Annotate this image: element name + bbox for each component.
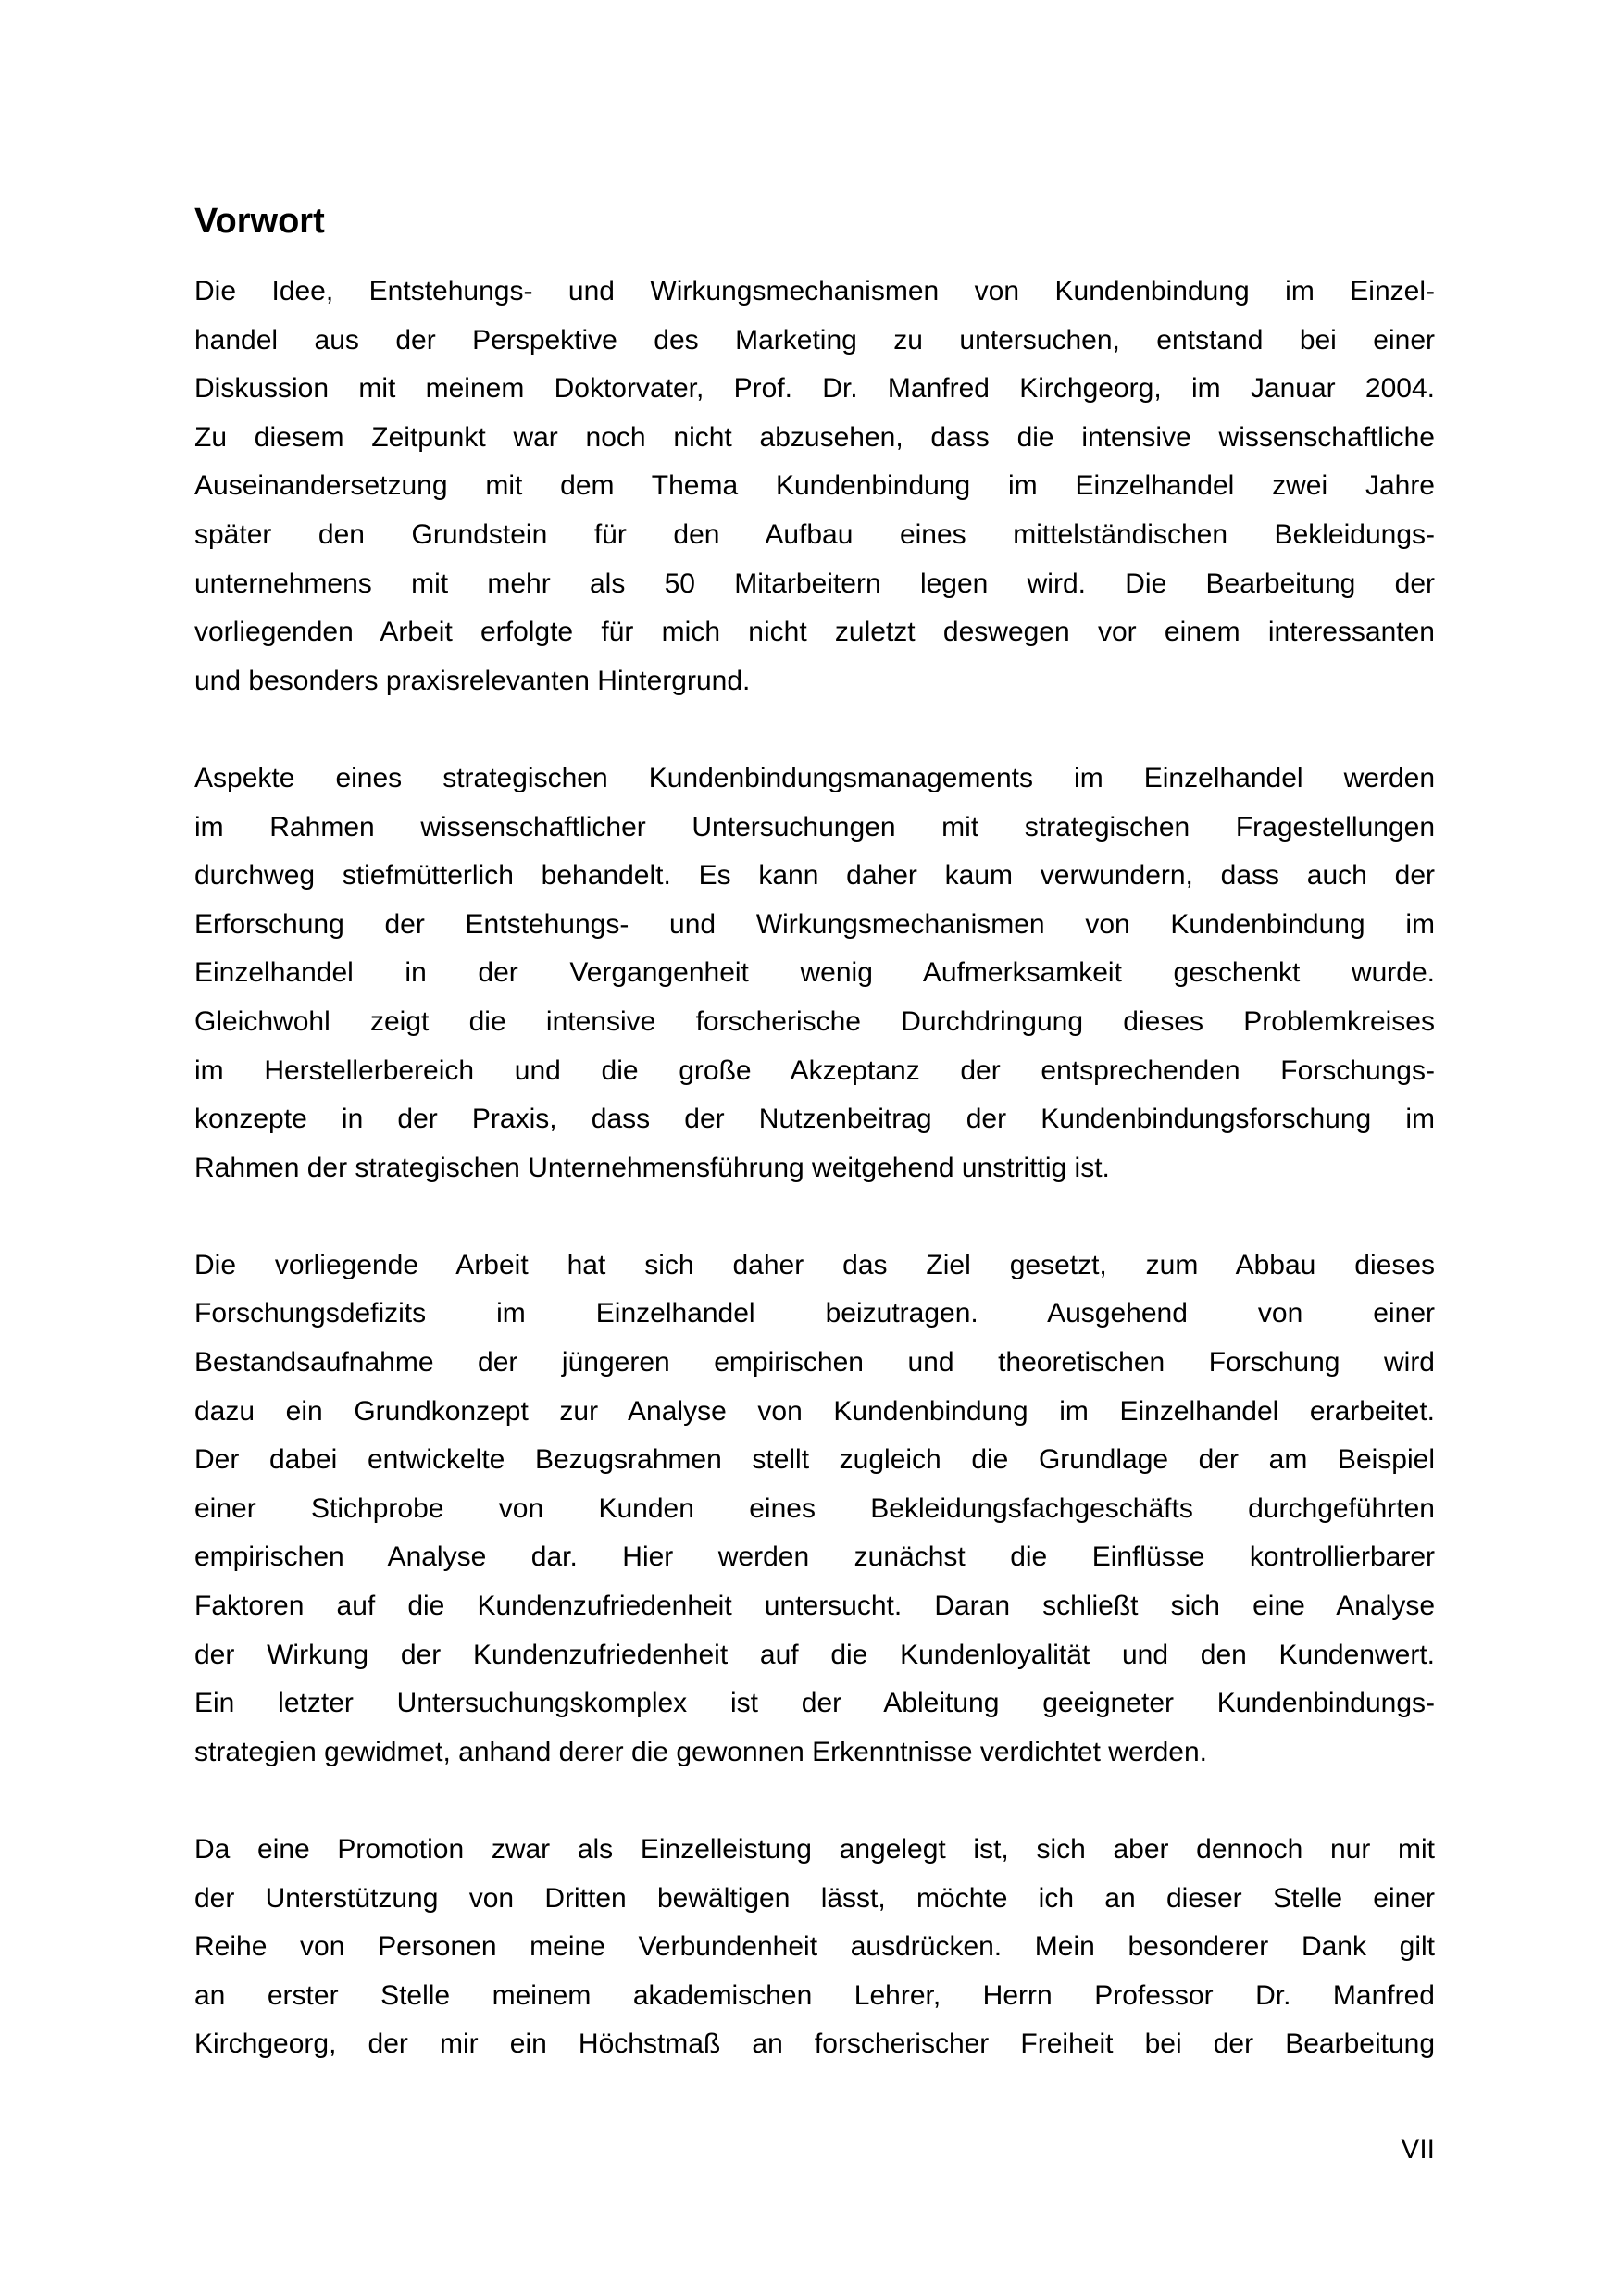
- text-line: strategien gewidmet, anhand derer die gewonnen Erkenntnisse verdichtet werden.: [194, 1736, 1208, 1767]
- text-line: handel aus der Perspektive des Marketing zu untersuchen, entstand bei einer: [194, 324, 1435, 356]
- text-line: im Herstellerbereich und die große Akzeptanz der entsprechenden Forschungs-: [194, 1054, 1435, 1086]
- paragraph: [194, 1826, 1435, 2069]
- paragraph: [194, 755, 1435, 1192]
- text-line: Einzelhandel in der Vergangenheit wenig Aufmerksamkeit geschenkt wurde.: [194, 957, 1435, 989]
- body-text: [194, 268, 1435, 2118]
- text-line: Der dabei entwickelte Bezugsrahmen stellt zugleich die Grundlage der am Beispiel: [194, 1444, 1435, 1476]
- text-line: einer Stichprobe von Kunden eines Bekleidungsfachgeschäfts durchgeführten: [194, 1492, 1435, 1524]
- text-line: durchweg stiefmütterlich behandelt. Es kann daher kaum verwundern, dass auch der: [194, 860, 1435, 892]
- text-line: Aspekte eines strategischen Kundenbindungsmanagements im Einzelhandel werden: [194, 762, 1435, 793]
- text-line: Die vorliegende Arbeit hat sich daher das Ziel gesetzt, zum Abbau dieses: [194, 1249, 1435, 1280]
- text-line: Rahmen der strategischen Unternehmensführung weitgehend unstrittig ist.: [194, 1152, 1110, 1183]
- text-line: Gleichwohl zeigt die intensive forscherische Durchdringung dieses Problemkreises: [194, 1005, 1435, 1037]
- text-line: Erforschung der Entstehungs- und Wirkungsmechanismen von Kundenbindung im: [194, 908, 1435, 940]
- text-line: im Rahmen wissenschaftlicher Untersuchungen mit strategischen Fragestellungen: [194, 811, 1435, 842]
- text-line: Die Idee, Entstehungs- und Wirkungsmechanismen von Kundenbindung im Einzel-: [194, 276, 1435, 306]
- text-line: Diskussion mit meinem Doktorvater, Prof. Dr. Manfred Kirchgeorg, im Januar 2004.: [194, 373, 1435, 405]
- paragraph: [194, 268, 1435, 705]
- text-line: dazu ein Grundkonzept zur Analyse von Kundenbindung im Einzelhandel erarbeitet.: [194, 1395, 1435, 1427]
- text-line: an erster Stelle meinem akademischen Lehrer, Herrn Professor Dr. Manfred: [194, 1979, 1435, 2011]
- text-line: der Wirkung der Kundenzufriedenheit auf die Kundenloyalität und den Kundenwert.: [194, 1639, 1435, 1670]
- text-line: Da eine Promotion zwar als Einzelleistung angelegt ist, sich aber dennoch nur mit: [194, 1834, 1435, 1865]
- page-heading: Vorwort: [194, 202, 325, 241]
- text-line: Reihe von Personen meine Verbundenheit ausdrücken. Mein besonderer Dank gilt: [194, 1931, 1435, 1963]
- text-line: empirischen Analyse dar. Hier werden zunächst die Einflüsse kontrollierbarer: [194, 1541, 1435, 1573]
- text-line: Faktoren auf die Kundenzufriedenheit untersucht. Daran schließt sich eine Analyse: [194, 1591, 1435, 1622]
- text-line: konzepte in der Praxis, dass der Nutzenbeitrag der Kundenbindungsforschung im: [194, 1104, 1435, 1135]
- text-line: Zu diesem Zeitpunkt war noch nicht abzusehen, dass die intensive wissenschaftliche: [194, 421, 1435, 453]
- text-line: Kirchgeorg, der mir ein Höchstmaß an forscherischer Freiheit bei der Bearbeitung: [194, 2028, 1435, 2060]
- text-line: vorliegenden Arbeit erfolgte für mich nicht zuletzt deswegen vor einem interessanten: [194, 617, 1435, 648]
- text-line: Ein letzter Untersuchungskomplex ist der Ableitung geeigneter Kundenbindungs-: [194, 1688, 1435, 1719]
- text-line: unternehmens mit mehr als 50 Mitarbeitern legen wird. Die Bearbeitung der: [194, 568, 1435, 599]
- paragraph: [194, 1242, 1435, 1778]
- text-line: Auseinandersetzung mit dem Thema Kundenbindung im Einzelhandel zwei Jahre: [194, 470, 1435, 502]
- text-line: später den Grundstein für den Aufbau eines mittelständischen Bekleidungs-: [194, 518, 1435, 550]
- text-line: und besonders praxisrelevanten Hintergrund.: [194, 665, 751, 696]
- text-line: Forschungsdefizits im Einzelhandel beizutragen. Ausgehend von einer: [194, 1298, 1435, 1329]
- text-line: Bestandsaufnahme der jüngeren empirischen und theoretischen Forschung wird: [194, 1347, 1435, 1379]
- page-number: VII: [1401, 2134, 1435, 2165]
- text-line: der Unterstützung von Dritten bewältigen lässt, möchte ich an dieser Stelle einer: [194, 1882, 1435, 1914]
